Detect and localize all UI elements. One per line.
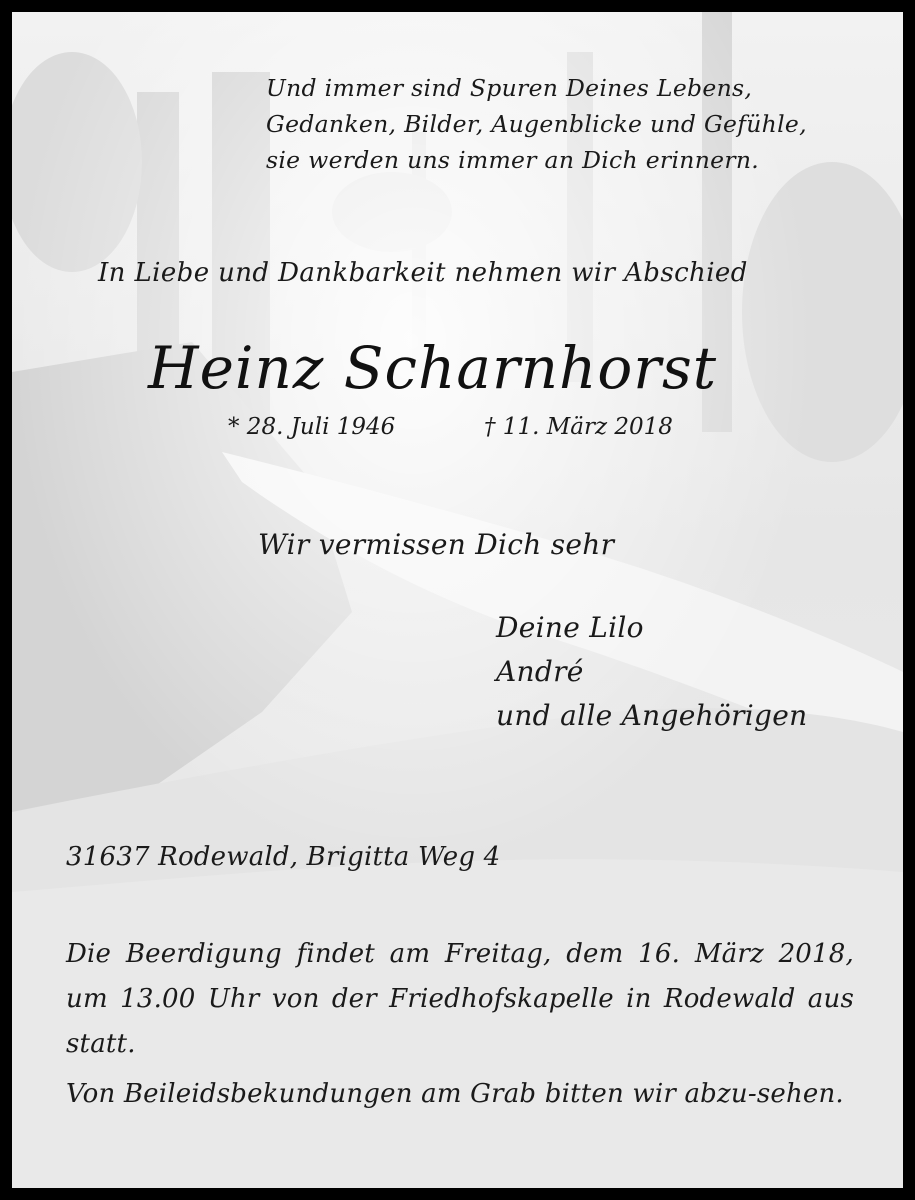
miss-line: Wir vermissen Dich sehr: [258, 528, 615, 561]
signers: [496, 606, 807, 738]
poem: [266, 70, 807, 178]
address: 31637 Rodewald, Brigitta Weg 4: [66, 842, 501, 872]
poem-line: Gedanken, Bilder, Augenblicke und Gefühle,: [266, 110, 807, 138]
birth-date: * 28. Juli 1946: [228, 414, 396, 440]
farewell-line: In Liebe und Dankbarkeit nehmen wir Abschied: [98, 258, 748, 288]
death-date: † 11. März 2018: [484, 414, 673, 440]
signer: André: [496, 655, 584, 688]
signer: und alle Angehörigen: [496, 699, 808, 732]
poem-line: Und immer sind Spuren Deines Lebens,: [266, 74, 753, 102]
signer: Deine Lilo: [496, 611, 644, 644]
funeral-notice: Die Beerdigung findet am Freitag, dem 16. März 2018, um 13.00 Uhr von der Friedhofskapelle in Rodewald aus statt.: [66, 939, 854, 1059]
condolence-notice: Von Beileidsbekundungen am Grab bitten wir abzu-sehen.: [66, 1079, 844, 1109]
poem-line: sie werden uns immer an Dich erinnern.: [266, 146, 760, 174]
deceased-name: Heinz Scharnhorst: [148, 334, 718, 402]
